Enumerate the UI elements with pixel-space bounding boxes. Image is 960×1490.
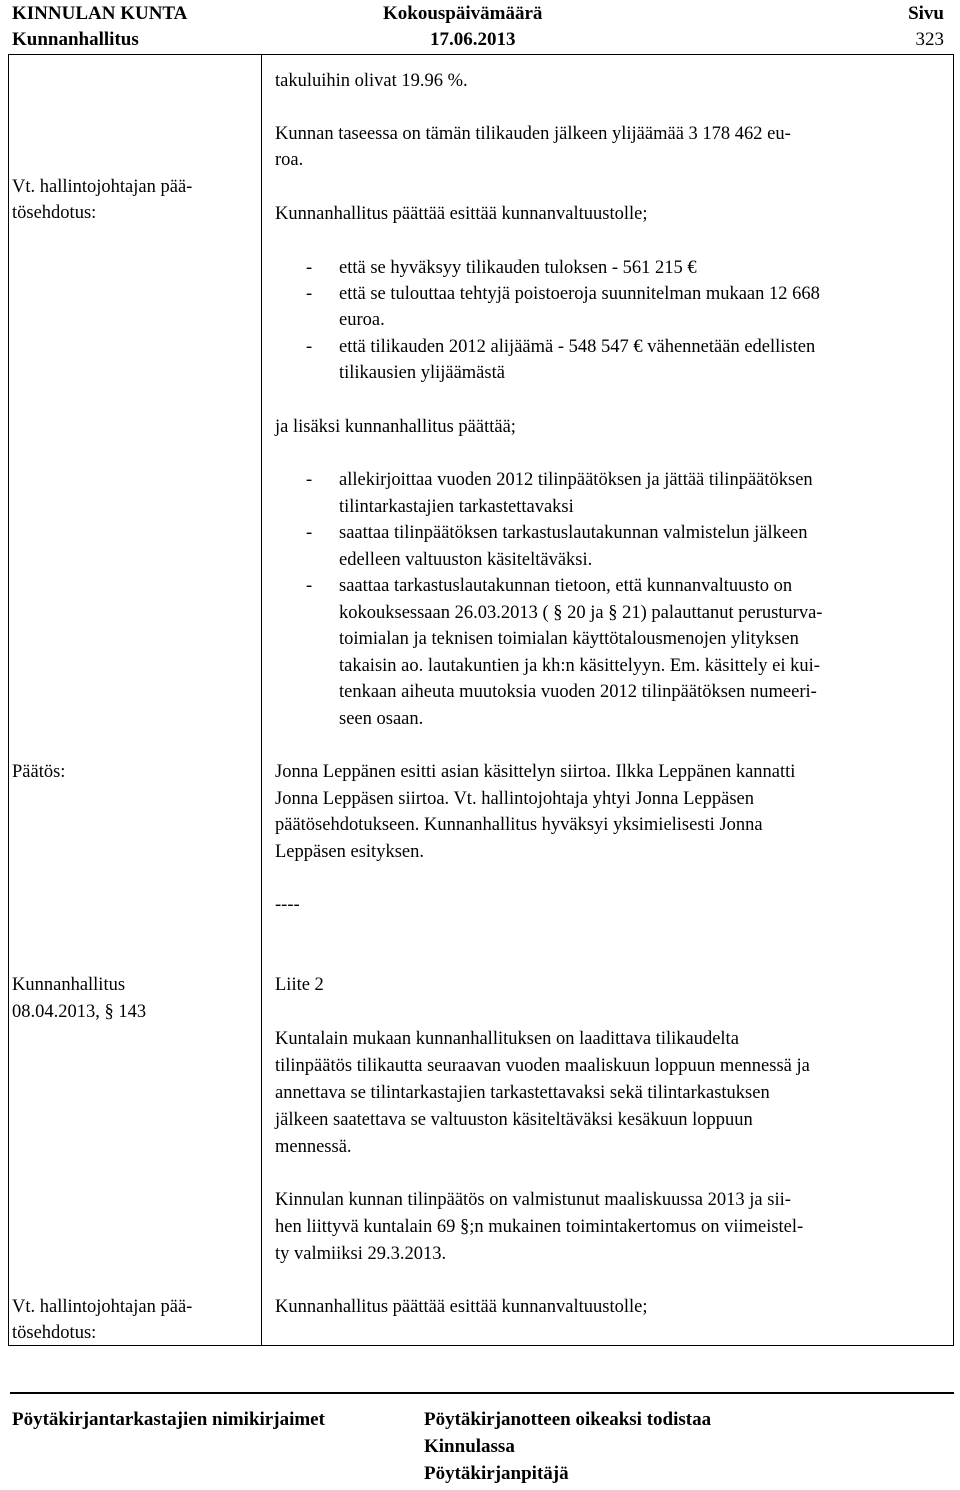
paragraph: Kunnanhallitus päättää esittää kunnanvaltuustolle; [275,204,648,224]
body-name: Kunnanhallitus [12,29,139,50]
list-item: edelleen valtuuston käsiteltäväksi. [339,550,593,570]
paragraph: tilinpäätös tilikautta seuraavan vuoden maaliskuun loppuun mennessä ja [275,1056,810,1076]
paragraph: jälkeen saatettava se valtuuston käsiteltäväksi kesäkuun loppuun [275,1110,753,1130]
list-bullet: - [306,470,313,490]
list-item: seen osaan. [339,709,424,729]
list-item: saattaa tarkastuslautakunnan tietoon, että kunnanvaltuusto on [339,576,793,596]
paragraph: ty valmiiksi 29.3.2013. [275,1244,447,1264]
list-item: toimialan ja teknisen toimialan käyttötalousmenojen ylityksen [339,629,799,649]
paragraph: Leppäsen esityksen. [275,842,424,862]
list-item: että se hyväksyy tilikauden tuloksen - 561 215 € [339,258,697,278]
municipality-name: KINNULAN KUNTA [12,3,188,24]
list-item: tenkaan aiheuta muutoksia vuoden 2012 tilinpäätöksen numeeri- [339,682,817,702]
side-label: 08.04.2013, § 143 [12,1002,147,1022]
side-label: Kunnanhallitus [12,975,126,995]
side-label: tösehdotus: [12,203,97,223]
side-label: Vt. hallintojohtajan pää- [12,177,193,197]
reviewers-initials-label: Pöytäkirjantarkastajien nimikirjaimet [12,1409,325,1430]
paragraph: takuluihin olivat 19.96 %. [275,71,468,91]
paragraph: Kinnulan kunnan tilinpäätös on valmistunut maaliskuussa 2013 ja sii- [275,1190,791,1210]
list-bullet: - [306,337,313,357]
paragraph: päätösehdotukseen. Kunnanhallitus hyväksyi yksimielisesti Jonna [275,815,763,835]
paragraph: Kuntalain mukaan kunnanhallituksen on laadittava tilikaudelta [275,1029,739,1049]
separator: ---- [275,895,300,915]
list-item: että se tulouttaa tehtyjä poistoeroja suunnitelman mukaan 12 668 [339,284,820,304]
paragraph: roa. [275,150,304,170]
list-bullet: - [306,576,313,596]
column-divider [261,54,262,1346]
list-item: euroa. [339,310,385,330]
side-label: Päätös: [12,762,66,782]
side-label: tösehdotus: [12,1323,97,1343]
certification-label: Pöytäkirjanotteen oikeaksi todistaa [424,1409,712,1430]
date-label: Kokouspäivämäärä [383,3,543,24]
list-item: tilikausien ylijäämästä [339,363,505,383]
paragraph: annettava se tilintarkastajien tarkastettavaksi sekä tilintarkastuksen [275,1083,770,1103]
list-item: allekirjoittaa vuoden 2012 tilinpäätöksen ja jättää tilinpäätöksen [339,470,813,490]
certification-place: Kinnulassa [424,1436,515,1457]
paragraph: Jonna Leppänen esitti asian käsittelyn siirtoa. Ilkka Leppänen kannatti [275,762,796,782]
list-item: takaisin ao. lautakuntien ja kh:n käsittelyyn. Em. käsittely ei kui- [339,656,820,676]
list-item: tilintarkastajien tarkastettavaksi [339,497,574,517]
meeting-date: 17.06.2013 [430,29,516,50]
paragraph: mennessä. [275,1137,352,1157]
paragraph: ja lisäksi kunnanhallitus päättää; [275,417,516,437]
list-item: kokouksessaan 26.03.2013 ( § 20 ja § 21) palauttanut perusturva- [339,603,823,623]
list-bullet: - [306,284,313,304]
side-label: Vt. hallintojohtajan pää- [12,1297,193,1317]
paragraph: hen liittyvä kuntalain 69 §;n mukainen toimintakertomus on viimeistel- [275,1217,804,1237]
paragraph: Kunnan taseessa on tämän tilikauden jälkeen ylijäämää 3 178 462 eu- [275,124,791,144]
paragraph: Liite 2 [275,975,324,995]
paragraph: Kunnanhallitus päättää esittää kunnanvaltuustolle; [275,1297,648,1317]
list-bullet: - [306,258,313,278]
list-item: saattaa tilinpäätöksen tarkastuslautakunnan valmistelun jälkeen [339,523,808,543]
footer-divider [10,1392,954,1394]
page-label: Sivu [908,3,944,24]
list-bullet: - [306,523,313,543]
page-number: 323 [915,29,944,50]
minutes-keeper-label: Pöytäkirjanpitäjä [424,1463,569,1484]
paragraph: Jonna Leppäsen siirtoa. Vt. hallintojohtaja yhtyi Jonna Leppäsen [275,789,755,809]
list-item: että tilikauden 2012 alijäämä - 548 547 € vähennetään edellisten [339,337,816,357]
